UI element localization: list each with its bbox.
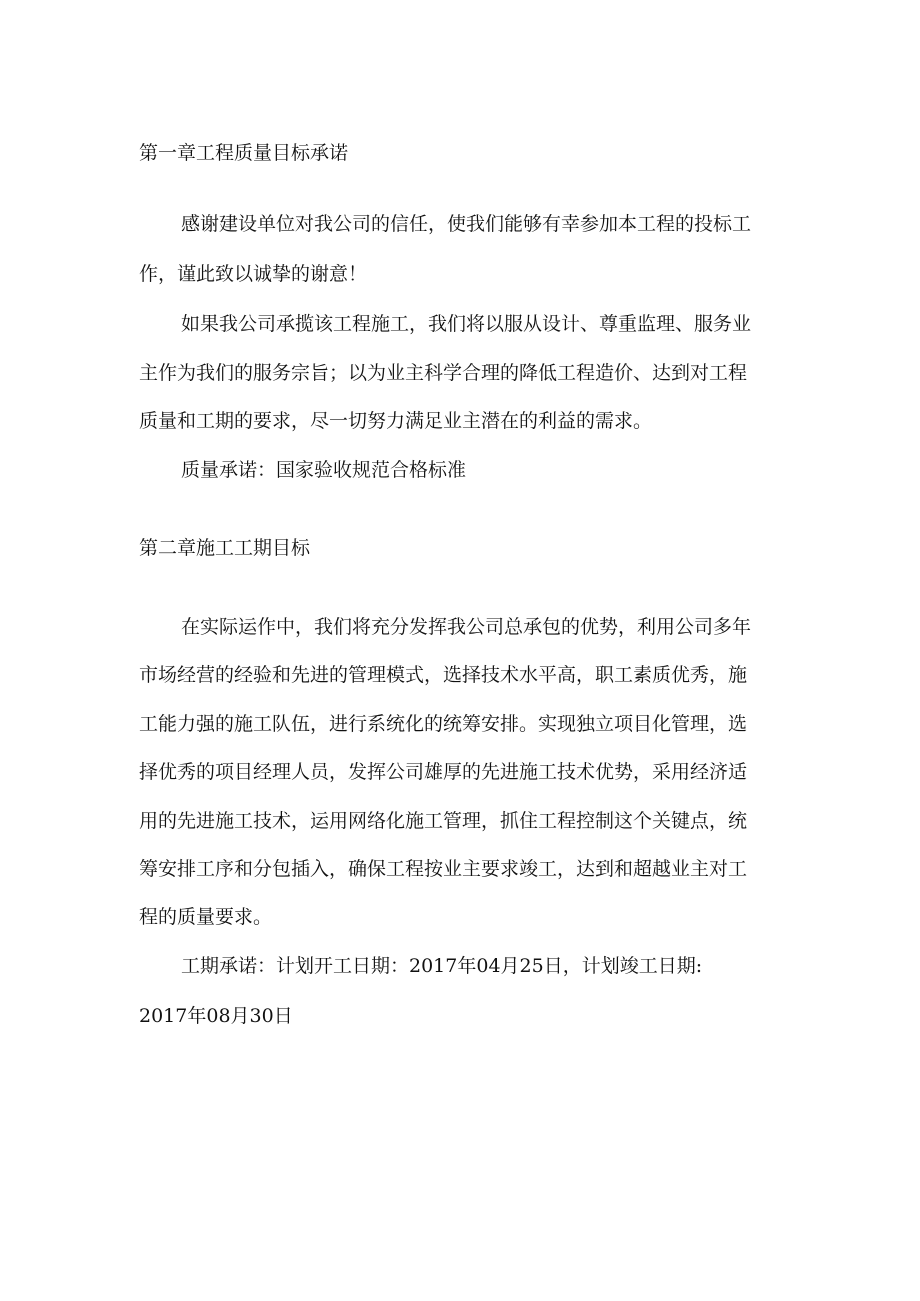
chapter-1-para-1-line-1: 感谢建设单位对我公司的信任，使我们能够有幸参加本工程的投标工 xyxy=(181,213,752,235)
chapter-2-para-1-line-2: 市场经营的经验和先进的管理模式，选择技术水平高，职工素质优秀，施 xyxy=(139,664,748,686)
chapter-2-title: 第二章施工工期目标 xyxy=(139,537,311,559)
chapter-2-para-2-line-1: 工期承诺：计划开工日期：2017年04月25日，计划竣工日期: xyxy=(181,955,703,977)
chapter-1-para-2-line-3: 质量和工期的要求，尽一切努力满足业主潜在的利益的需求。 xyxy=(139,410,653,432)
chapter-1-para-2-line-1: 如果我公司承揽该工程施工，我们将以服从设计、尊重监理、服务业 xyxy=(181,313,752,335)
chapter-2-para-1-line-5: 用的先进施工技术，运用网络化施工管理，抓住工程控制这个关键点，统 xyxy=(139,810,748,832)
chapter-1-para-1-line-2: 作，谨此致以诚挚的谢意！ xyxy=(139,263,368,285)
chapter-1-para-2-line-2: 主作为我们的服务宗旨；以为业主科学合理的降低工程造价、达到对工程 xyxy=(139,362,748,384)
chapter-1-para-3-line-1: 质量承诺：国家验收规范合格标准 xyxy=(181,459,467,481)
chapter-2-para-1-line-1: 在实际运作中，我们将充分发挥我公司总承包的优势，利用公司多年 xyxy=(181,616,752,638)
chapter-2-para-1-line-7: 程的质量要求。 xyxy=(139,906,273,928)
chapter-2-para-1-line-3: 工能力强的施工队伍，进行系统化的统筹安排。实现独立项目化管理，选 xyxy=(139,713,748,735)
chapter-2-para-2-line-2: 2017年08月30日 xyxy=(139,1005,293,1027)
chapter-1-title: 第一章工程质量目标承诺 xyxy=(139,142,349,164)
chapter-2-para-1-line-6: 筹安排工序和分包插入，确保工程按业主要求竣工，达到和超越业主对工 xyxy=(139,858,748,880)
chapter-2-para-1-line-4: 择优秀的项目经理人员，发挥公司雄厚的先进施工技术优势，采用经济适 xyxy=(139,761,748,783)
